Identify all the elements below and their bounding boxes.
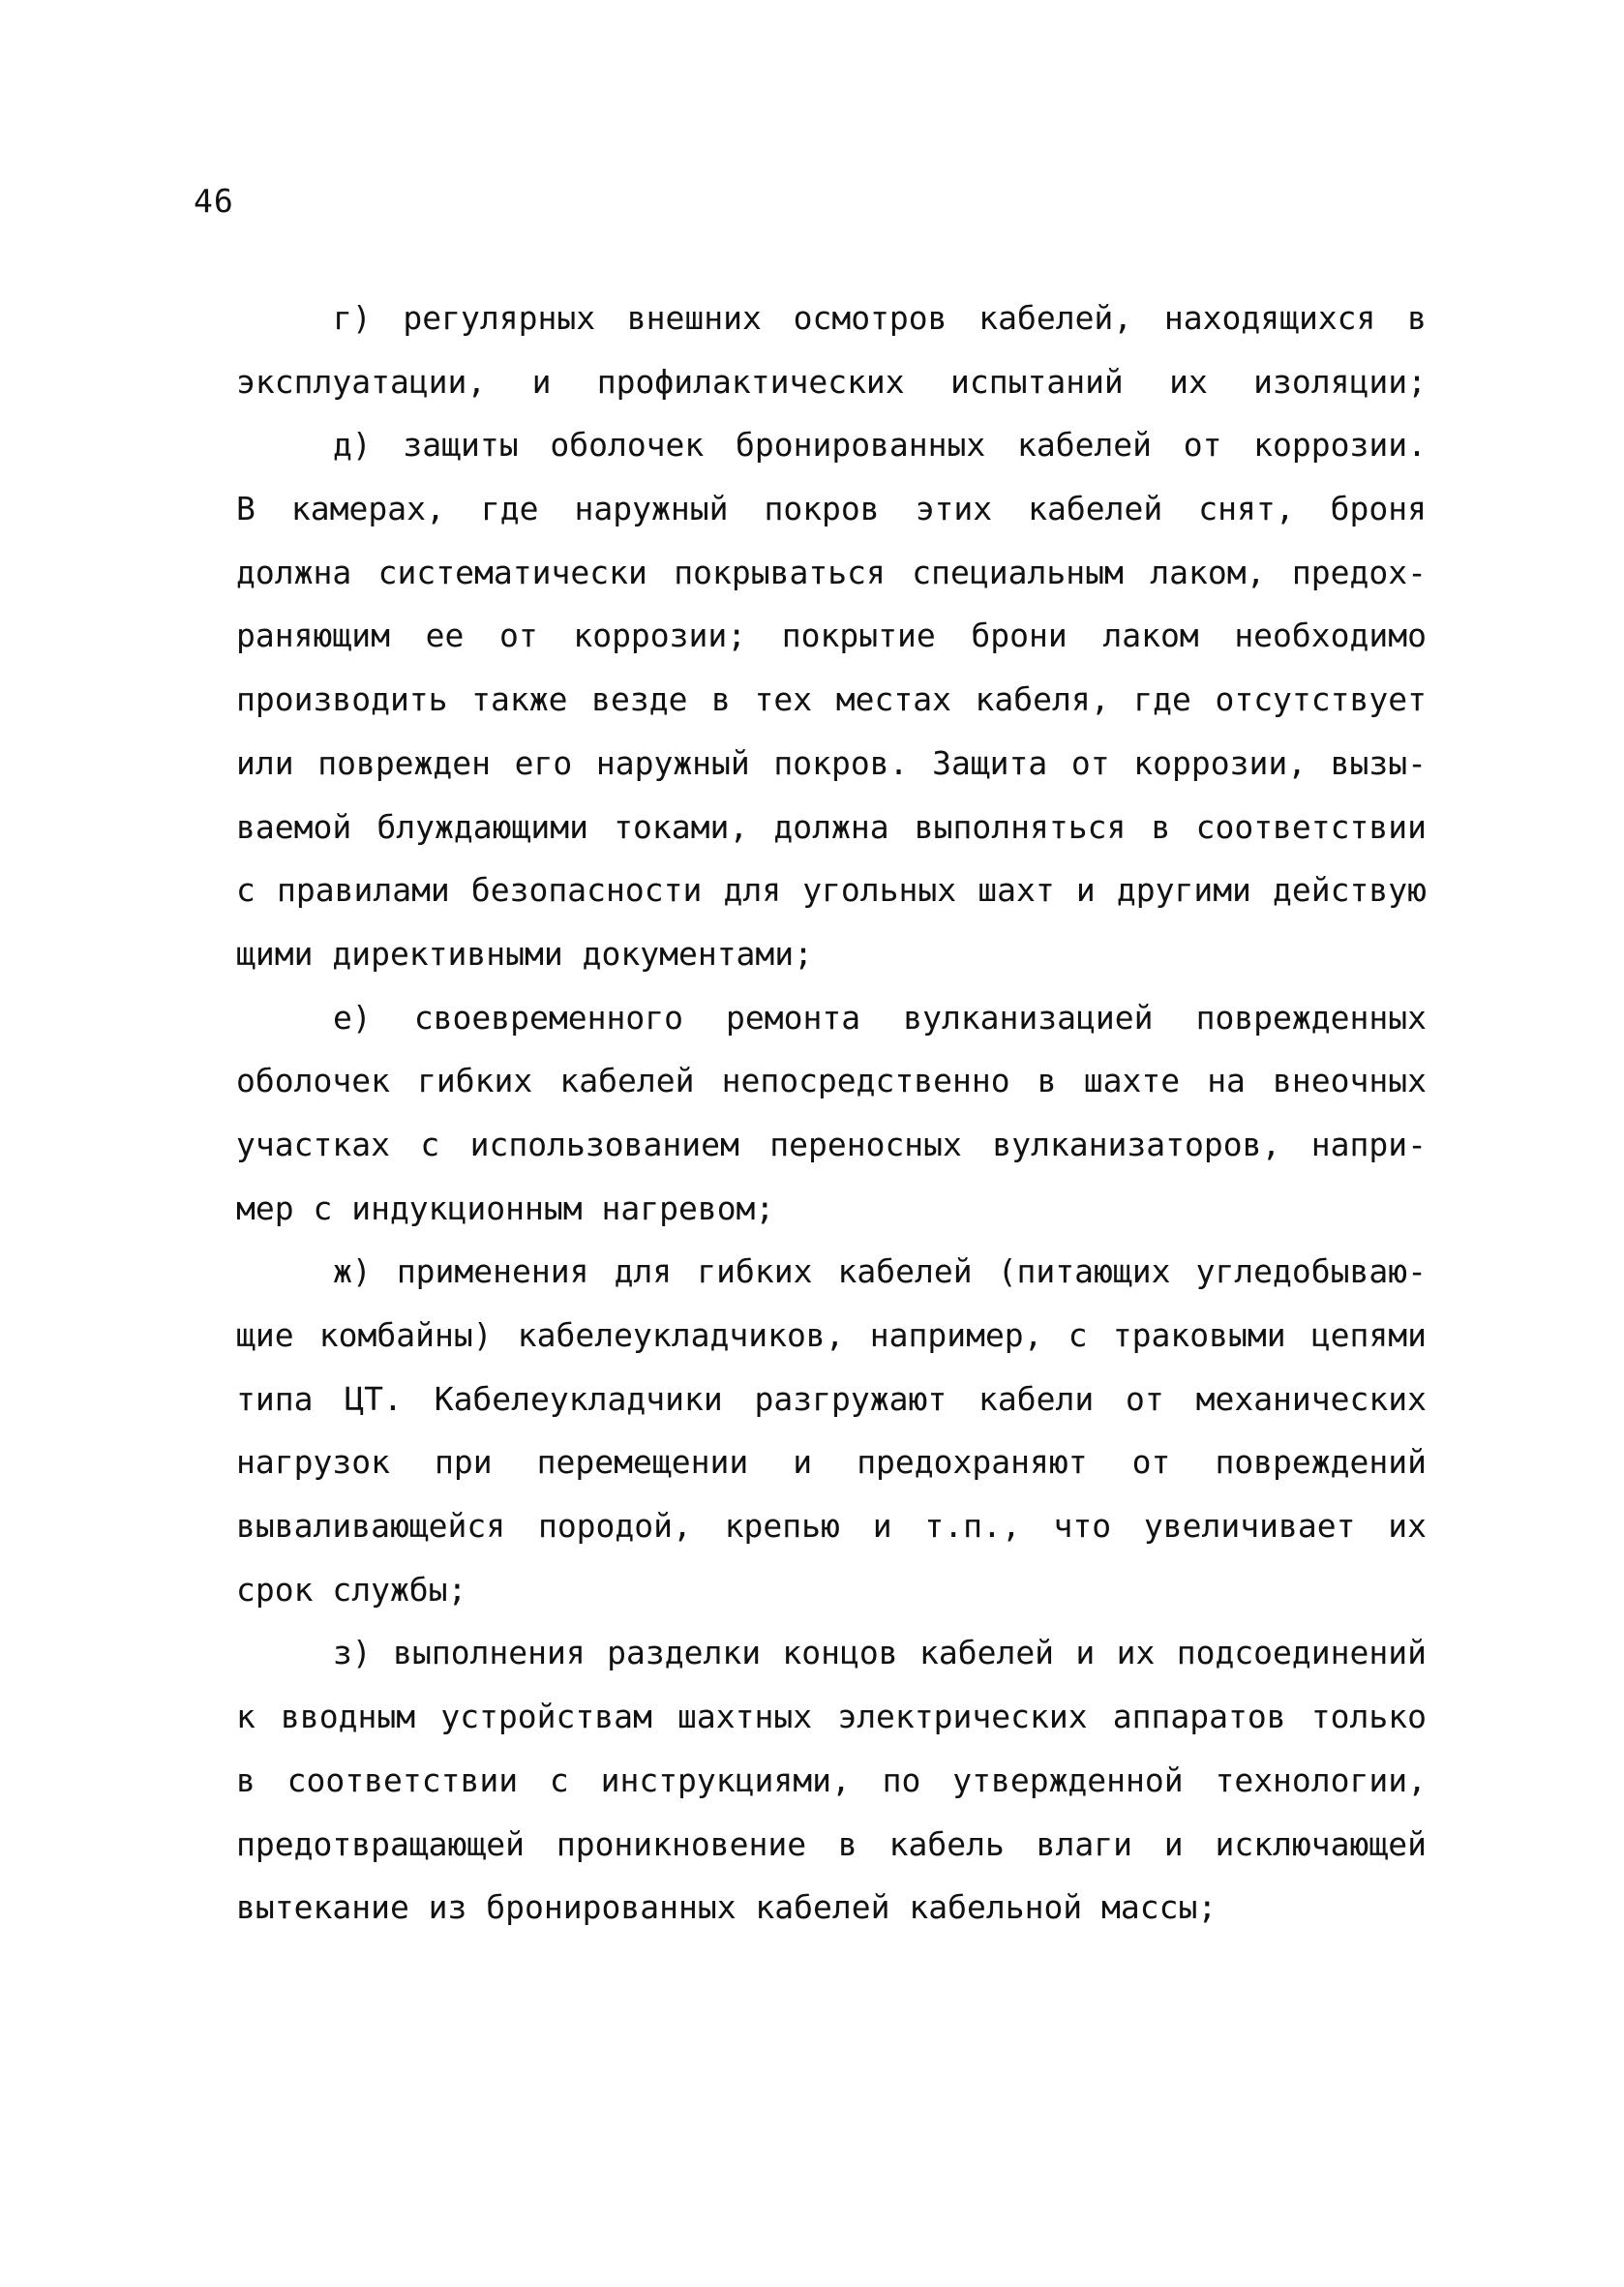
text-line: д) защиты оболочек бронированных кабелей от коррозии.: [333, 426, 1427, 465]
text-line: к вводным устройствам шахтных электрических аппаратов только: [236, 1698, 1427, 1736]
text-line: участках с использованием переносных вулканизаторов, напри-: [236, 1125, 1427, 1163]
text-line: В камерах, где наружный покров этих кабелей снят, броня: [236, 490, 1427, 528]
text-line: в соответствии с инструкциями, по утвержденной технологии,: [236, 1760, 1427, 1799]
text-line: нагрузок при перемещении и предохраняют от повреждений: [236, 1443, 1427, 1482]
text-line: е) своевременного ремонта вулканизацией поврежденных: [333, 998, 1427, 1037]
text-line: ваемой блуждающими токами, должна выполняться в соответствии: [236, 807, 1427, 846]
text-line: с правилами безопасности для угольных шахт и другими действую: [236, 871, 1427, 910]
text-line: эксплуатации, и профилактических испытаний их изоляции;: [236, 362, 1427, 401]
page-number: 46: [194, 182, 234, 220]
text-line: срок службы;: [236, 1570, 467, 1609]
text-line: щие комбайны) кабелеукладчиков, например, с траковыми цепями: [236, 1316, 1427, 1354]
text-line: вываливающейся породой, крепью и т.п., что увеличивает их: [236, 1507, 1427, 1546]
text-line: г) регулярных внешних осмотров кабелей, находящихся в: [333, 299, 1427, 337]
text-line: щими директивными документами;: [236, 934, 814, 973]
text-line: з) выполнения разделки концов кабелей и их подсоединений: [333, 1634, 1427, 1672]
text-line: производить также везде в тех местах кабеля, где отсутствует: [236, 680, 1427, 719]
text-line: должна систематически покрываться специальным лаком, предох-: [236, 553, 1427, 591]
text-line: оболочек гибких кабелей непосредственно в шахте на внеочных: [236, 1062, 1427, 1100]
text-line: типа ЦТ. Кабелеукладчики разгружают кабели от механических: [236, 1379, 1427, 1418]
text-line: мер с индукционным нагревом;: [236, 1189, 775, 1227]
text-line: раняющим ее от коррозии; покрытие брони лаком необходимо: [236, 617, 1427, 655]
text-line: ж) применения для гибких кабелей (питающих угледобываю-: [333, 1252, 1427, 1291]
body-text: [236, 286, 1427, 1940]
text-line: предотвращающей проникновение в кабель влаги и исключающей: [236, 1824, 1427, 1863]
text-line: вытекание из бронированных кабелей кабельной массы;: [236, 1888, 1218, 1927]
text-line: или поврежден его наружный покров. Защита от коррозии, вызы-: [236, 743, 1427, 782]
